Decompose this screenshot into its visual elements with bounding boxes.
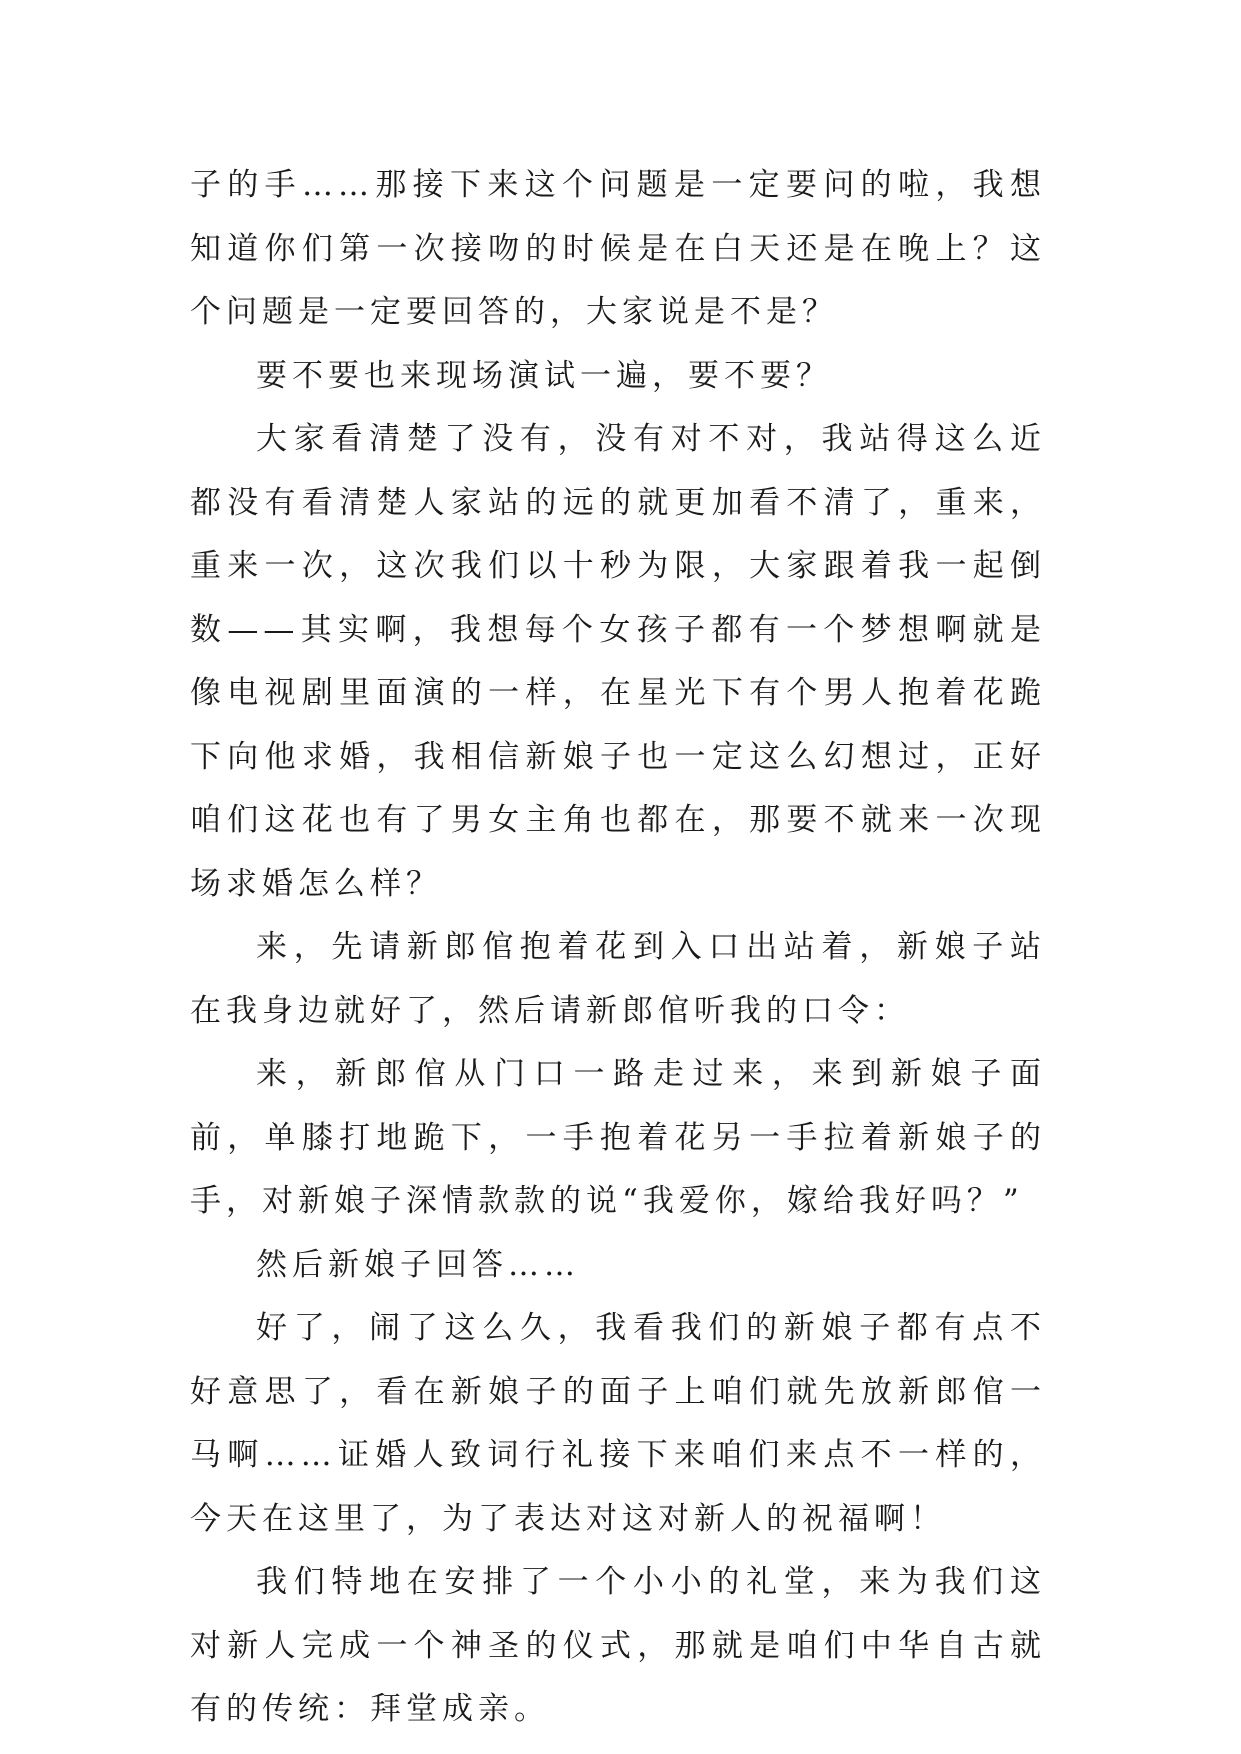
paragraph: 子的手……那接下来这个问题是一定要问的啦，我想知道你们第一次接吻的时候是在白天还是在晚上？这个问题是一定要回答的，大家说是不是？: [190, 167, 1046, 330]
document-body: [190, 154, 1046, 1742]
paragraph: 来，新郎倌从门口一路走过来，来到新娘子面前，单膝打地跪下，一手抱着花另一手拉着新娘子的手，对新娘子深情款款的说“我爱你，嫁给我好吗？”: [190, 1056, 1046, 1219]
paragraph: 来，先请新郎倌抱着花到入口出站着，新娘子站在我身边就好了，然后请新郎倌听我的口令：: [190, 929, 1046, 1029]
paragraph: 大家看清楚了没有，没有对不对，我站得这么近都没有看清楚人家站的远的就更加看不清了，重来，重来一次，这次我们以十秒为限，大家跟着我一起倒数——其实啊，我想每个女孩子都有一个梦想啊就是像电视剧里面演的一样，在星光下有个男人抱着花跪下向他求婚，我相信新娘子也一定这么幻想过，正好咱们这花也有了男女主角也都在，那要不就来一次现场求婚怎么样？: [190, 421, 1046, 902]
paragraph: 要不要也来现场演试一遍，要不要？: [256, 357, 832, 394]
paragraph: 我们特地在安排了一个小小的礼堂，来为我们这对新人完成一个神圣的仪式，那就是咱们中华自古就有的传统：拜堂成亲。: [190, 1564, 1046, 1727]
paragraph: 好了，闹了这么久，我看我们的新娘子都有点不好意思了，看在新娘子的面子上咱们就先放新郎倌一马啊……证婚人致词行礼接下来咱们来点不一样的，今天在这里了，为了表达对这对新人的祝福啊！: [190, 1310, 1046, 1537]
paragraph: 然后新娘子回答……: [256, 1246, 580, 1283]
